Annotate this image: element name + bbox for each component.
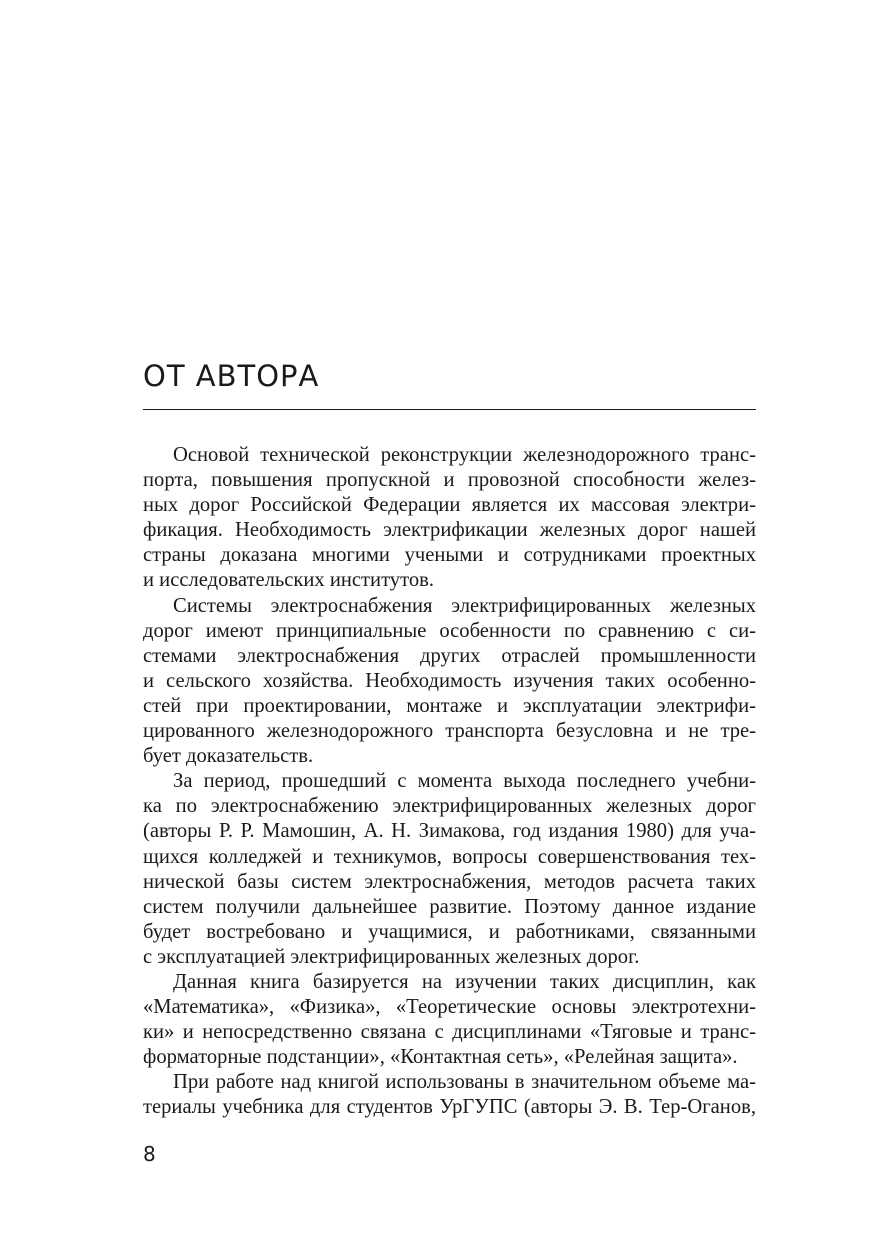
text-line: будет востребовано и учащимися, и работниками, связанными xyxy=(143,920,756,943)
heading-divider xyxy=(143,409,756,410)
text-line: стемами электроснабжения других отраслей промышленности xyxy=(143,644,756,667)
text-line: страны доказана многими учеными и сотрудниками проектных xyxy=(143,544,756,567)
text-line: цированного железнодорожного транспорта безусловна и не тре- xyxy=(143,720,756,743)
text-line: При работе над книгой использованы в значительном объеме ма- xyxy=(173,1071,756,1094)
text-line: порта, повышения пропускной и провозной способности желез- xyxy=(143,469,756,492)
text-line: нической базы систем электроснабжения, методов расчета таких xyxy=(143,870,756,893)
text-line: Системы электроснабжения электрифицированных железных xyxy=(173,594,756,617)
text-line: За период, прошедший с момента выхода последнего учебни- xyxy=(173,770,756,793)
paragraph xyxy=(143,594,756,770)
text-line: (авторы Р. Р. Мамошин, А. Н. Зимакова, год издания 1980) для уча- xyxy=(143,820,756,843)
text-line: щихся колледжей и техникумов, вопросы совершенствования тех- xyxy=(143,845,756,868)
text-line: Основой технической реконструкции железнодорожного транс- xyxy=(173,444,756,466)
text-line: ки» и непосредственно связана с дисциплинами «Тяговые и транс- xyxy=(143,1021,756,1044)
text-line: систем получили дальнейшее развитие. Поэтому данное издание xyxy=(143,895,756,918)
body-text xyxy=(143,443,756,1121)
paragraph xyxy=(143,443,756,594)
text-line: и исследовательских институтов. xyxy=(143,569,434,592)
text-line: бует доказательств. xyxy=(143,745,314,768)
text-line: Данная книга базируется на изучении таких дисциплин, как xyxy=(173,970,756,993)
page-number: 8 xyxy=(143,1142,156,1166)
text-line: дорог имеют принципиальные особенности по сравнению с си- xyxy=(143,619,756,642)
text-line: «Математика», «Физика», «Теоретические основы электротехни- xyxy=(143,996,756,1019)
text-line: териалы учебника для студентов УрГУПС (авторы Э. В. Тер-Оганов, xyxy=(143,1096,756,1119)
text-line: и сельского хозяйства. Необходимость изучения таких особенно- xyxy=(143,669,756,692)
paragraph xyxy=(143,769,756,970)
text-line: фикация. Необходимость электрификации железных дорог нашей xyxy=(143,519,756,542)
paragraph xyxy=(143,1070,756,1120)
text-line: с эксплуатацией электрифицированных железных дорог. xyxy=(143,945,640,968)
text-line: ных дорог Российской Федерации является их массовая электри- xyxy=(143,494,756,517)
paragraph xyxy=(143,970,756,1070)
text-line: стей при проектировании, монтаже и эксплуатации электрифи- xyxy=(143,694,756,717)
text-line: форматорные подстанции», «Контактная сеть», «Релейная защита». xyxy=(143,1046,738,1069)
section-heading: ОТ АВТОРА xyxy=(143,359,320,393)
text-line: ка по электроснабжению электрифицированных железных дорог xyxy=(143,795,756,818)
